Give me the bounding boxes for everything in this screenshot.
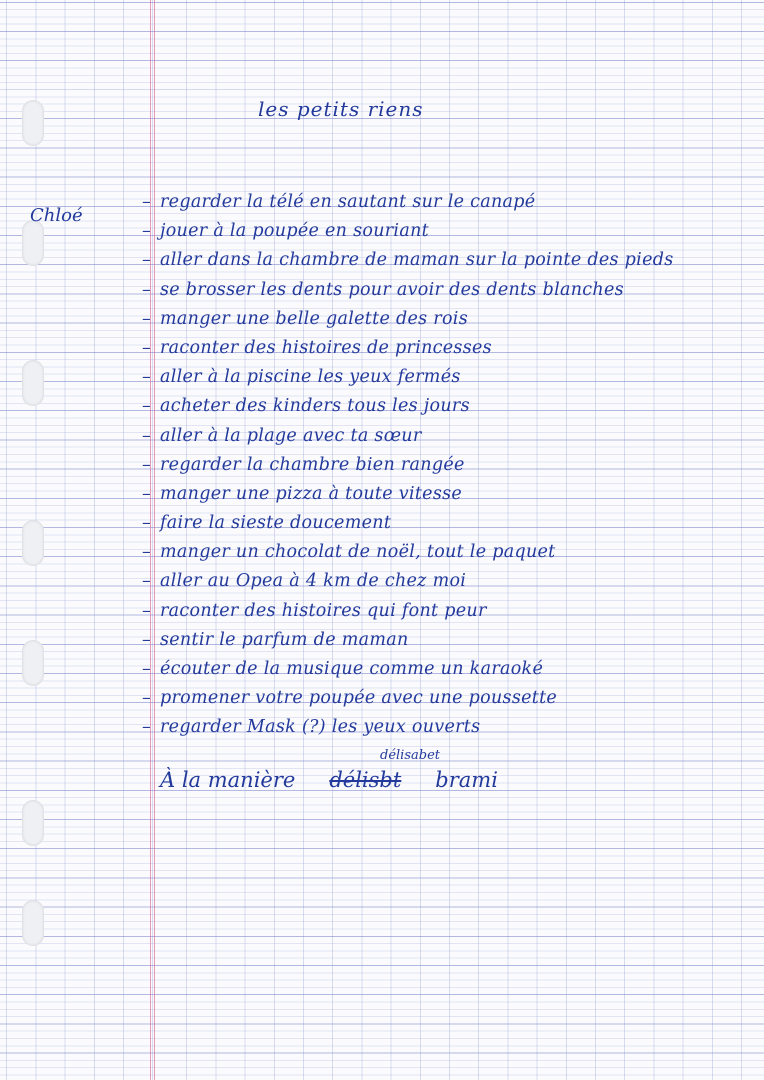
list-item	[142, 217, 757, 246]
list-item	[142, 713, 757, 742]
dash-bullet: –	[142, 688, 152, 709]
list-item	[142, 188, 757, 217]
signature-prefix: À la manière	[160, 768, 296, 792]
punch-hole	[22, 900, 44, 946]
dash-bullet: –	[142, 308, 152, 329]
list-item	[142, 392, 757, 421]
page-title: les petits riens	[258, 97, 424, 121]
list-item-text: jouer à la poupée en souriant	[160, 221, 429, 242]
list-item-text: regarder la télé en sautant sur le canapé	[160, 192, 536, 212]
dash-bullet: –	[142, 629, 152, 650]
punch-hole	[22, 520, 44, 566]
dash-bullet: –	[142, 454, 152, 475]
dash-bullet: –	[142, 250, 152, 271]
dash-bullet: –	[142, 571, 152, 592]
list-item-text: aller au Opea à 4 km de chez moi	[160, 571, 467, 592]
dash-bullet: –	[142, 600, 152, 621]
list-item	[142, 363, 757, 392]
list-item	[142, 422, 757, 451]
list-item-text: regarder la chambre bien rangée	[160, 454, 465, 475]
list-item	[142, 305, 757, 334]
list-item	[142, 538, 757, 567]
punch-hole	[22, 800, 44, 846]
list-item	[142, 655, 757, 684]
dash-bullet: –	[142, 337, 152, 358]
list-item-text: aller à la piscine les yeux fermés	[160, 367, 461, 388]
signature-line	[160, 768, 498, 792]
punch-hole	[22, 640, 44, 686]
struck-word: délisbt	[329, 768, 402, 792]
list-item	[142, 626, 757, 655]
dash-bullet: –	[142, 659, 152, 679]
punch-hole	[22, 360, 44, 406]
list-item	[142, 509, 757, 538]
list-item	[142, 684, 757, 713]
list-item-text: faire la sieste doucement	[160, 513, 392, 534]
list-item-text: promener votre poupée avec une poussette	[160, 688, 558, 709]
list-item	[142, 334, 757, 363]
punch-hole	[22, 220, 44, 266]
list-item-text: raconter des histoires qui font peur	[160, 600, 487, 621]
list-item-text: aller dans la chambre de maman sur la pointe des pieds	[160, 250, 674, 271]
dash-bullet: –	[142, 513, 152, 534]
correction-text: délisabet	[380, 748, 440, 763]
list-item-text: manger un chocolat de noël, tout le paquet	[160, 542, 556, 563]
punch-hole	[22, 100, 44, 146]
dash-bullet: –	[142, 279, 152, 300]
dash-bullet: –	[142, 367, 152, 388]
signature-suffix: brami	[435, 768, 498, 792]
dash-bullet: –	[142, 425, 152, 446]
list-item	[142, 451, 757, 480]
list-item-text: raconter des histoires de princesses	[160, 337, 492, 358]
dash-bullet: –	[142, 192, 152, 212]
list-item-text: manger une belle galette des rois	[160, 308, 468, 329]
dash-bullet: –	[142, 542, 152, 563]
dash-bullet: –	[142, 221, 152, 242]
item-list	[142, 188, 757, 743]
dash-bullet: –	[142, 717, 152, 738]
list-item-text: se brosser les dents pour avoir des dents blanches	[160, 279, 624, 300]
list-item-text: manger une pizza à toute vitesse	[160, 483, 463, 504]
list-item-text: sentir le parfum de maman	[160, 629, 409, 650]
dash-bullet: –	[142, 483, 152, 504]
dash-bullet: –	[142, 396, 152, 417]
list-item	[142, 597, 757, 626]
list-item	[142, 276, 757, 305]
list-item	[142, 246, 757, 275]
list-item	[142, 480, 757, 509]
list-item	[142, 567, 757, 596]
list-item-text: acheter des kinders tous les jours	[160, 396, 470, 417]
list-item-text: regarder Mask (?) les yeux ouverts	[160, 717, 481, 738]
author-name: Chloé	[30, 205, 83, 226]
list-item-text: aller à la plage avec ta sœur	[160, 425, 422, 446]
list-item-text: écouter de la musique comme un karaoké	[160, 659, 544, 679]
